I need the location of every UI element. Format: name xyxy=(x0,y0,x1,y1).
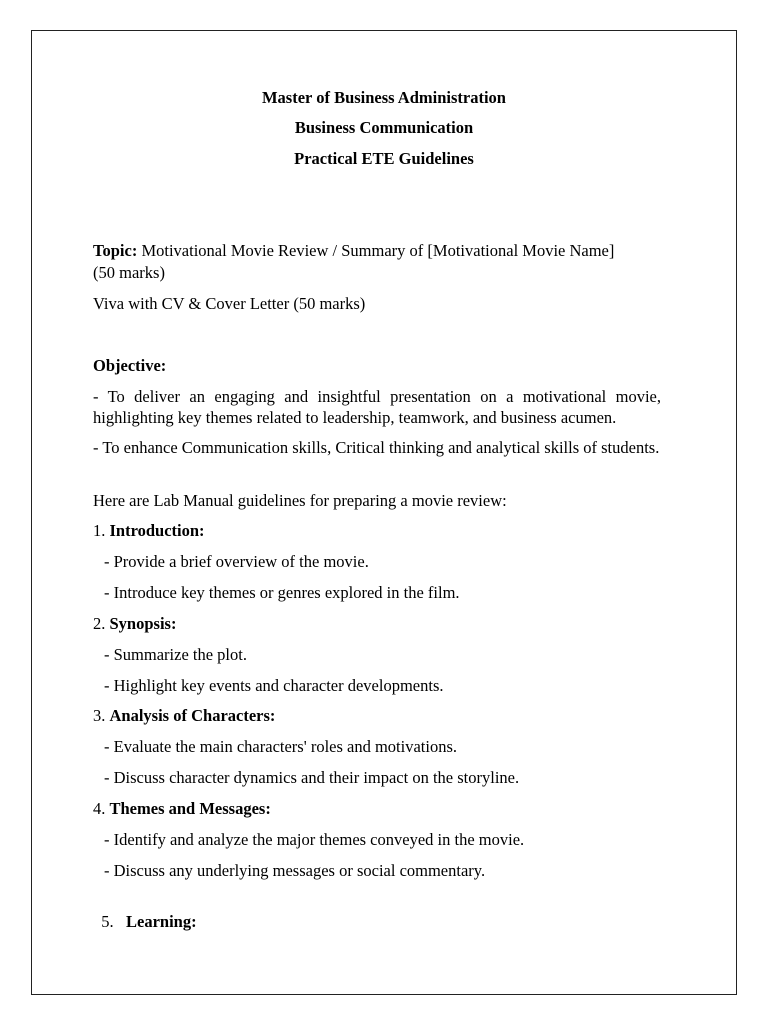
topic-line xyxy=(93,241,614,261)
section-number: 3. xyxy=(93,706,110,725)
list-item: - Provide a brief overview of the movie. xyxy=(104,552,369,571)
section-heading-introduction xyxy=(93,521,205,541)
section-title: Synopsis: xyxy=(109,614,177,633)
list-item: - Evaluate the main characters' roles and motivations. xyxy=(104,737,458,756)
topic-label: Topic: xyxy=(93,241,138,260)
section-heading-learning xyxy=(93,892,197,932)
course-title: Business Communication xyxy=(294,118,474,137)
page-border xyxy=(31,30,737,995)
program-title: Master of Business Administration xyxy=(261,88,506,107)
objective-item-2: - To enhance Communication skills, Critical thinking and analytical skills of students. xyxy=(93,438,660,457)
list-item: - Introduce key themes or genres explored in the film. xyxy=(104,583,460,602)
objective-item-1: - To deliver an engaging and insightful presentation on a motivational movie, highlighting key themes related to leadership, teamwork, and business acumen. xyxy=(93,387,661,427)
list-item: - Highlight key events and character developments. xyxy=(104,676,444,695)
list-item: - Discuss character dynamics and their impact on the storyline. xyxy=(104,768,520,787)
section-title: Themes and Messages: xyxy=(109,799,271,818)
section-title: Analysis of Characters: xyxy=(109,706,276,725)
section-heading-synopsis xyxy=(93,614,176,634)
section-number: 4. xyxy=(93,799,110,818)
objective-heading: Objective: xyxy=(93,356,167,375)
viva-line: Viva with CV & Cover Letter (50 marks) xyxy=(93,294,366,313)
section-title: Learning: xyxy=(126,912,197,931)
topic-text: Motivational Movie Review / Summary of [Motivational Movie Name] xyxy=(137,241,615,260)
section-heading-themes xyxy=(93,799,271,819)
list-item: - Identify and analyze the major themes conveyed in the movie. xyxy=(104,830,525,849)
section-title: Introduction: xyxy=(109,521,205,540)
section-number: 2. xyxy=(93,614,110,633)
topic-marks: (50 marks) xyxy=(93,263,165,282)
intro-line: Here are Lab Manual guidelines for preparing a movie review: xyxy=(93,491,507,510)
guidelines-title: Practical ETE Guidelines xyxy=(294,149,474,168)
section-number: 1. xyxy=(93,521,110,540)
section-heading-characters xyxy=(93,706,275,726)
list-item: - Discuss any underlying messages or social commentary. xyxy=(104,861,486,880)
list-item: - Summarize the plot. xyxy=(104,645,247,664)
section-number: 5. xyxy=(101,912,126,931)
